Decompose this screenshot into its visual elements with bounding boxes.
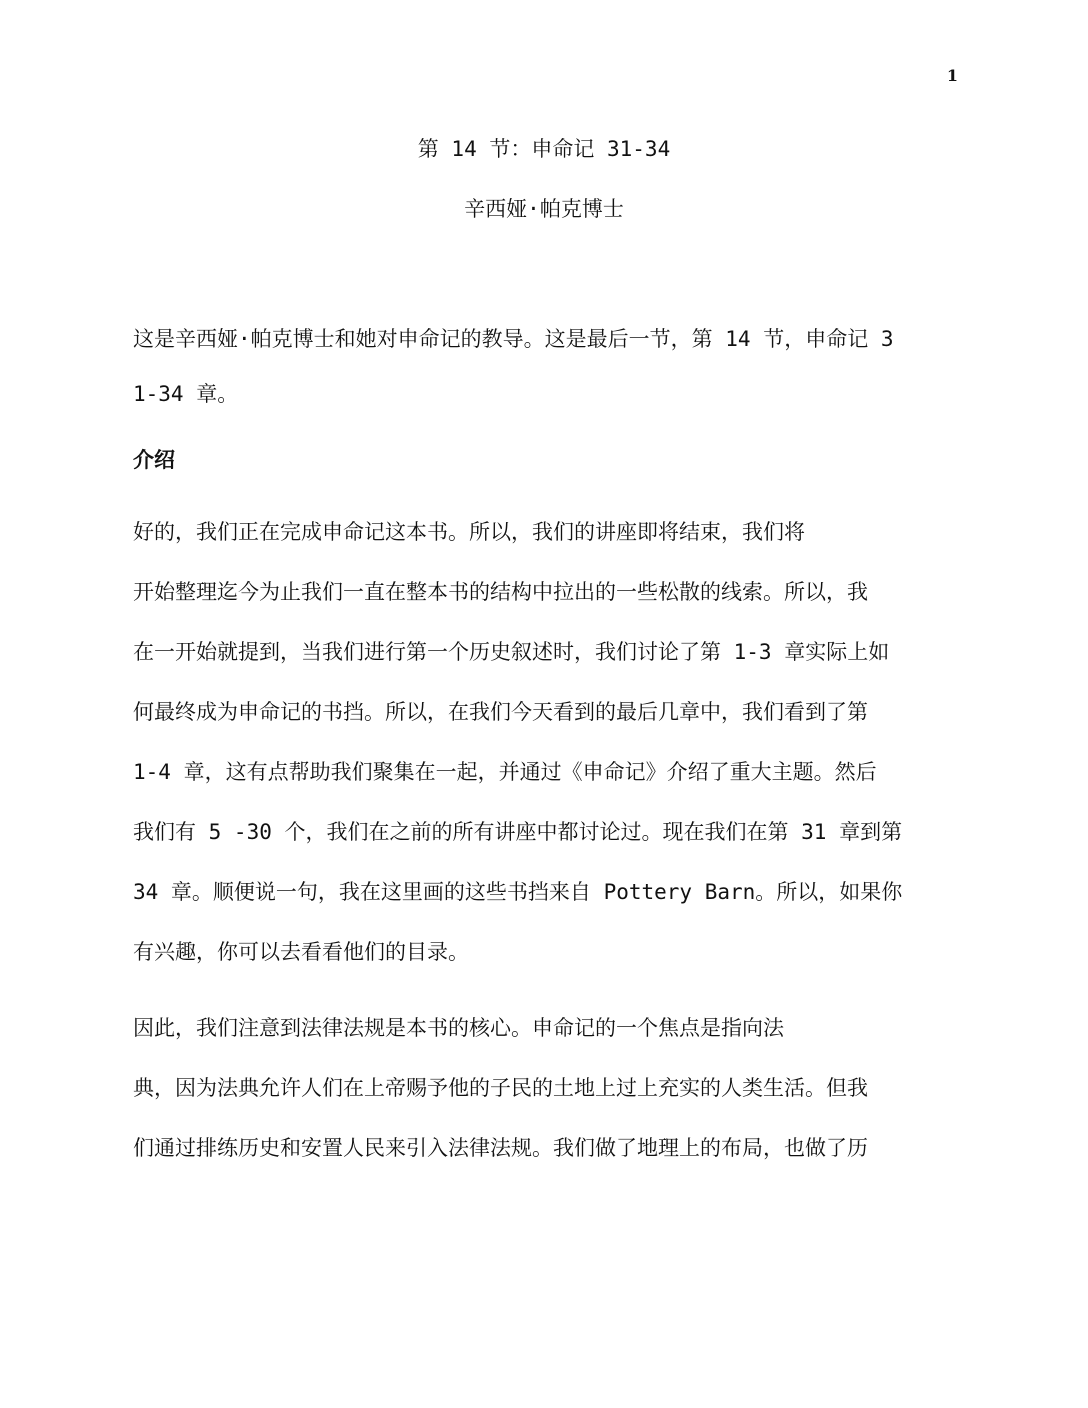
intro-line: 1-34 章。 [133, 382, 239, 406]
paragraph-line: 有兴趣，你可以去看看他们的目录。 [133, 940, 469, 964]
paragraph-line: 1-4 章，这有点帮助我们聚集在一起，并通过《申命记》介绍了重大主题。然后 [133, 760, 877, 784]
paragraph-line: 典，因为法典允许人们在上帝赐予他的子民的土地上过上充实的人类生活。但我 [133, 1076, 868, 1100]
section-heading: 介绍 [133, 448, 175, 472]
paragraph-line: 在一开始就提到，当我们进行第一个历史叙述时，我们讨论了第 1-3 章实际上如 [133, 640, 890, 664]
page-number: 1 [946, 66, 958, 85]
document-title: 第 14 节：申命记 31-34 [417, 137, 671, 161]
paragraph-line: 开始整理迄今为止我们一直在整本书的结构中拉出的一些松散的线索。所以，我 [133, 580, 868, 604]
paragraph-line: 何最终成为申命记的书挡。所以，在我们今天看到的最后几章中，我们看到了第 [133, 700, 868, 724]
paragraph-line: 好的，我们正在完成申命记这本书。所以，我们的讲座即将结束，我们将 [133, 520, 805, 544]
document-author: 辛西娅·帕克博士 [464, 197, 624, 221]
paragraph-line: 因此，我们注意到法律法规是本书的核心。申命记的一个焦点是指向法 [133, 1016, 784, 1040]
intro-line: 这是辛西娅·帕克博士和她对申命记的教导。这是最后一节，第 14 节，申命记 3 [133, 327, 894, 351]
paragraph-line: 我们有 5 -30 个，我们在之前的所有讲座中都讨论过。现在我们在第 31 章到第 [133, 820, 903, 844]
paragraph-line: 们通过排练历史和安置人民来引入法律法规。我们做了地理上的布局，也做了历 [133, 1136, 868, 1160]
paragraph-line: 34 章。顺便说一句，我在这里画的这些书挡来自 Pottery Barn。所以，如果你 [133, 880, 903, 904]
